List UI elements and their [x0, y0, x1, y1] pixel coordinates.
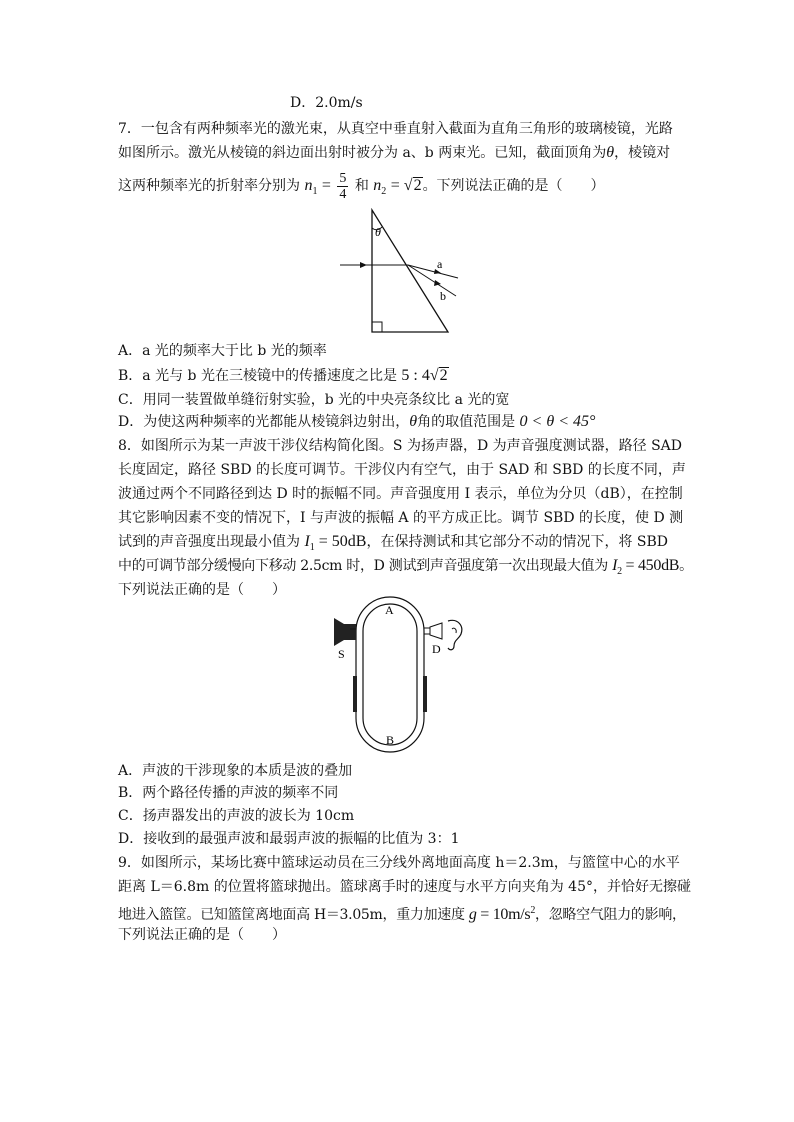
ray-a — [408, 265, 458, 278]
q7-n1-symbol — [304, 177, 318, 197]
q8-line1: 8．如图所示为某一声波干涉仪结构简化图。S 为扬声器，D 为声音强度测试器，路径 SAD — [118, 438, 682, 454]
q7-option-b — [118, 366, 449, 386]
tube-outer — [356, 597, 424, 752]
q7-theta: θ — [606, 144, 615, 161]
q9-line3-tail: ，忽略空气阻力的影响， — [535, 907, 686, 923]
q7-option-b-text: B．a 光与 b 光在三棱镜中的传播速度之比是 — [118, 368, 397, 384]
receiver-horn — [430, 623, 442, 639]
q7-option-b-rad: 2 — [439, 367, 448, 384]
q7-and: 和 — [354, 178, 369, 194]
q7-option-d-mid: 角的取值范围是 — [417, 414, 516, 430]
ray-b-label: b — [440, 289, 446, 303]
q7-n2-sub: 2 — [381, 186, 387, 197]
q7-stem-line1: 7．一包含有两种频率光的激光束，从真空中垂直射入截面为直角三角形的玻璃棱镜，光路 — [118, 121, 673, 137]
q8-i2-val: = 450dB — [621, 557, 680, 574]
q7-option-d-range: 0 < θ < 45° — [519, 413, 596, 430]
ear-icon — [448, 620, 462, 649]
q8-line7: 下列说法正确的是（ ） — [118, 582, 286, 598]
q8-option-d: D．接收到的最强声波和最弱声波的振幅的比值为 3：1 — [118, 831, 460, 847]
ear-inner — [452, 628, 456, 633]
q9-g-val: = 10m/s — [476, 906, 531, 923]
q8-i2 — [612, 557, 680, 577]
q9-g-sym: g — [468, 906, 477, 923]
q8-i1-sub: 1 — [309, 542, 315, 553]
interferometer-diagram — [330, 596, 480, 756]
prism-theta-label: θ — [375, 225, 381, 239]
q7-stem-line2 — [118, 143, 670, 163]
q8-line5 — [118, 532, 668, 558]
q7-n2-sym: n — [373, 177, 382, 194]
q7-line3-text: 这两种频率光的折射率分别为 — [118, 178, 300, 194]
q8-line2: 长度固定，路径 SBD 的长度可调节。干涉仪内有空气，由于 SAD 和 SBD 的长度不同，声 — [118, 462, 686, 478]
q9-g-sup: 2 — [530, 905, 536, 916]
ray-a-label: a — [437, 257, 443, 271]
q7-n1-sym: n — [304, 177, 313, 194]
q7-n1-den: 4 — [339, 186, 347, 202]
q8-i2-sub: 2 — [617, 566, 622, 577]
q8-line6-text: 中的可调节部分缓慢向下移动 2.5cm 时，D 测试到声音强度第一次出现最大值为 — [118, 558, 608, 574]
q9-g — [469, 906, 535, 923]
q7-n2-symbol — [373, 177, 387, 197]
q9-line2: 距离 L＝6.8m 的位置将篮球抛出。篮球离手时的速度与水平方向夹角为 45°，并恰好无擦碰 — [118, 879, 691, 895]
q8-i1 — [304, 533, 367, 553]
q6-option-d: D．2.0m/s — [290, 95, 363, 111]
right-angle-mark — [372, 322, 382, 332]
q7-option-a: A．a 光的频率大于比 b 光的频率 — [118, 343, 327, 359]
q7-stem-line2-text: 如图所示。激光从棱镜的斜边面出射时被分为 a、b 两束光。已知，截面顶角为 — [118, 145, 607, 161]
q7-line3-tail: 。下列说法正确的是（ ） — [422, 178, 605, 194]
q8-i1-sym: I — [304, 533, 310, 550]
q8-line4: 其它影响因素不变的情况下，I 与声波的振幅 A 的平方成正比。调节 SBD 的长度，使 D 测 — [118, 510, 684, 526]
q8-option-a: A．声波的干涉现象的本质是波的叠加 — [118, 763, 353, 779]
q7-option-b-ratio: 5 : 4√2 — [401, 367, 448, 384]
tube-inner — [363, 604, 417, 745]
q7-n2-equals: = √2 — [390, 177, 422, 194]
q8-line5-text: 试到的声音强度出现最小值为 — [118, 534, 300, 550]
label-b: B — [386, 733, 395, 747]
receiver-neck — [424, 628, 430, 634]
q7-n1-fraction — [337, 171, 348, 202]
incident-arrow — [360, 262, 367, 268]
q8-line6-tail: 。 — [679, 558, 693, 574]
q8-line6 — [118, 556, 693, 582]
q7-option-b-ratio-value: 5 : 4 — [401, 367, 430, 384]
q7-option-d-theta: θ — [409, 413, 418, 430]
speaker-body — [344, 624, 356, 640]
label-a: A — [385, 603, 394, 617]
q7-n1-equals: = — [321, 177, 331, 194]
q8-line5-tail: ，在保持测试和其它部分不动的情况下，将 SBD — [366, 534, 669, 550]
q9-line3 — [118, 901, 686, 925]
q8-line3: 波通过两个不同路径到达 D 时的振幅不同。声音强度用 I 表示，单位为分贝（dB），在控制 — [118, 486, 683, 502]
slide-joint-left — [353, 676, 357, 712]
slide-joint-right — [423, 676, 427, 712]
q9-line3-text: 地进入篮筐。已知篮筐离地面高 H＝3.05m，重力加速度 — [118, 907, 465, 923]
q9-line4: 下列说法正确的是（ ） — [118, 927, 286, 943]
q7-n1-sub: 1 — [312, 186, 318, 197]
q8-i2-sym: I — [612, 557, 618, 574]
q7-stem-line3 — [118, 170, 605, 208]
q8-option-b: B．两个路径传播的声波的频率不同 — [118, 785, 339, 801]
q7-option-d-text: D．为使这两种频率的光都能从棱镜斜边射出， — [118, 414, 410, 430]
label-s: S — [338, 647, 345, 661]
q8-option-c: C．扬声器发出的声波的波长为 10cm — [118, 808, 355, 824]
prism-diagram — [340, 208, 470, 338]
q7-stem-line2-tail: ，棱镜对 — [614, 145, 671, 161]
q8-i1-val: = 50dB — [314, 533, 367, 550]
label-d: D — [432, 642, 441, 656]
q9-line1: 9．如图所示，某场比赛中篮球运动员在三分线外离地面高度 h＝2.3m，与篮筐中心的水平 — [118, 855, 680, 871]
speaker-cone — [334, 618, 344, 646]
q7-option-d — [118, 412, 595, 432]
q7-n1-num: 5 — [339, 170, 347, 186]
q7-n2-rad: 2 — [413, 177, 422, 194]
q7-option-c: C．用同一装置做单缝衍射实验，b 光的中央亮条纹比 a 光的宽 — [118, 392, 510, 408]
